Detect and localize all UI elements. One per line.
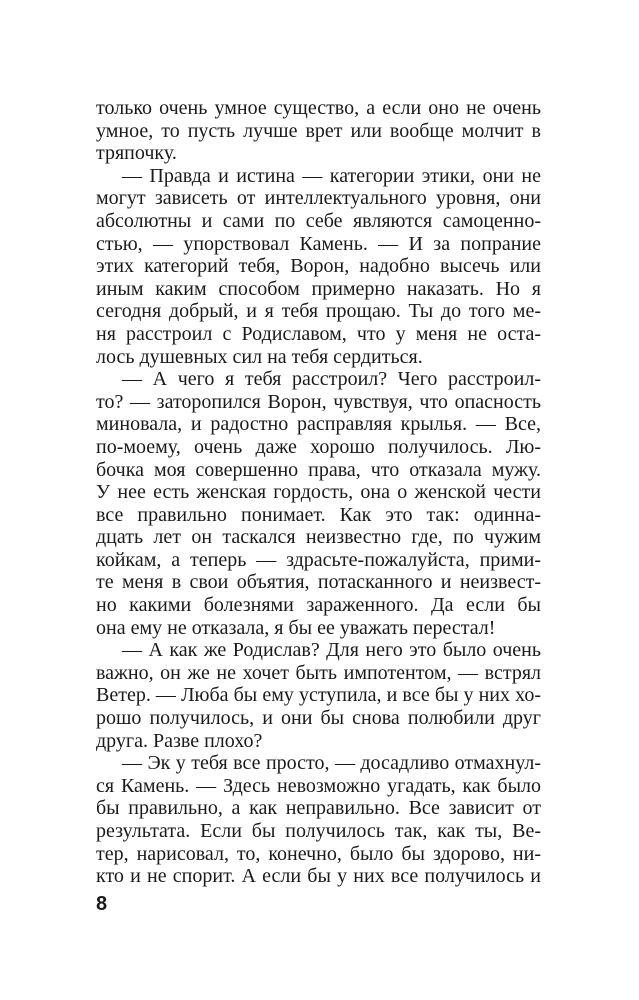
text-line: дцать лет он таскался неизвестно где, по чужим [96, 526, 541, 549]
paragraph [96, 165, 541, 368]
text-line: сегодня добрый, и я тебя прощаю. Ты до того ме- [96, 300, 541, 323]
text-line: — А чего я тебя расстроил? Чего расстроил- [122, 368, 541, 391]
text-line: она ему не отказала, я бы ее уважать перестал! [96, 616, 496, 639]
text-line: то? — заторопился Ворон, чувствуя, что опасность [96, 390, 541, 413]
text-line: Ветер. — Люба бы ему уступила, и все бы у них хо- [96, 684, 541, 707]
text-line: У нее есть женская гордость, она о женской чести [96, 481, 541, 504]
page-text [96, 97, 541, 888]
text-line: друга. Разве плохо? [96, 729, 263, 752]
text-line: все правильно понимает. Как это так: одинна- [96, 503, 541, 526]
text-line: по-моему, очень даже хорошо получилось. Лю- [96, 435, 541, 458]
text-line: умное, то пусть лучше врет или вообще молчит в [96, 119, 541, 142]
text-line: иным каким способом примерно наказать. Но я [96, 277, 541, 300]
text-line: абсолютны и сами по себе являются самоценно- [96, 209, 541, 232]
text-line: те меня в свои объятия, потасканного и неизвест- [96, 571, 541, 594]
text-line: но какими болезнями зараженного. Да если бы [96, 594, 541, 617]
text-line: бочка моя совершенно права, что отказала мужу. [96, 458, 541, 481]
text-line: миновала, и радостно расправляя крылья. — Все, [96, 413, 541, 436]
text-line: — А как же Родислав? Для него это было очень [122, 639, 541, 662]
text-line: — Эк у тебя все просто, — досадливо отмахнул- [122, 752, 541, 775]
paragraph [96, 368, 541, 639]
text-line: кто и не спорит. А если бы у них все получилось и [96, 865, 541, 888]
text-line: койкам, а теперь — здрасьте-пожалуйста, прими- [96, 548, 541, 571]
text-line: — Правда и истина — категории этики, они не [122, 164, 541, 187]
text-line: лось душевных сил на тебя сердиться. [96, 345, 423, 368]
text-line: ня расстроил с Родиславом, что у меня не оста- [96, 322, 541, 345]
text-line: только очень умное существо, а если оно не очень [96, 97, 541, 119]
text-line: рошо получилось, и они бы снова полюбили друг [96, 707, 541, 730]
text-line: важно, он же не хочет быть импотентом, — встрял [96, 661, 541, 684]
paragraph [96, 752, 541, 888]
text-line: этих категорий тебя, Ворон, надобно высечь или [96, 255, 541, 278]
paragraph [96, 639, 541, 752]
text-line: ся Камень. — Здесь невозможно угадать, как было [96, 774, 541, 797]
text-line: стью, — упорствовал Камень. — И за попрание [96, 232, 541, 255]
text-line: могут зависеть от интеллектуального уровня, они [96, 187, 541, 210]
text-line: результата. Если бы получилось так, как ты, Ве- [96, 820, 541, 842]
text-line: бы правильно, а как неправильно. Все зависит от [96, 797, 541, 820]
paragraph [96, 97, 541, 165]
page-number: 8 [96, 893, 108, 915]
text-line: тер, нарисовал, то, конечно, было бы здорово, ни- [96, 842, 541, 865]
text-line: тряпочку. [96, 142, 177, 165]
